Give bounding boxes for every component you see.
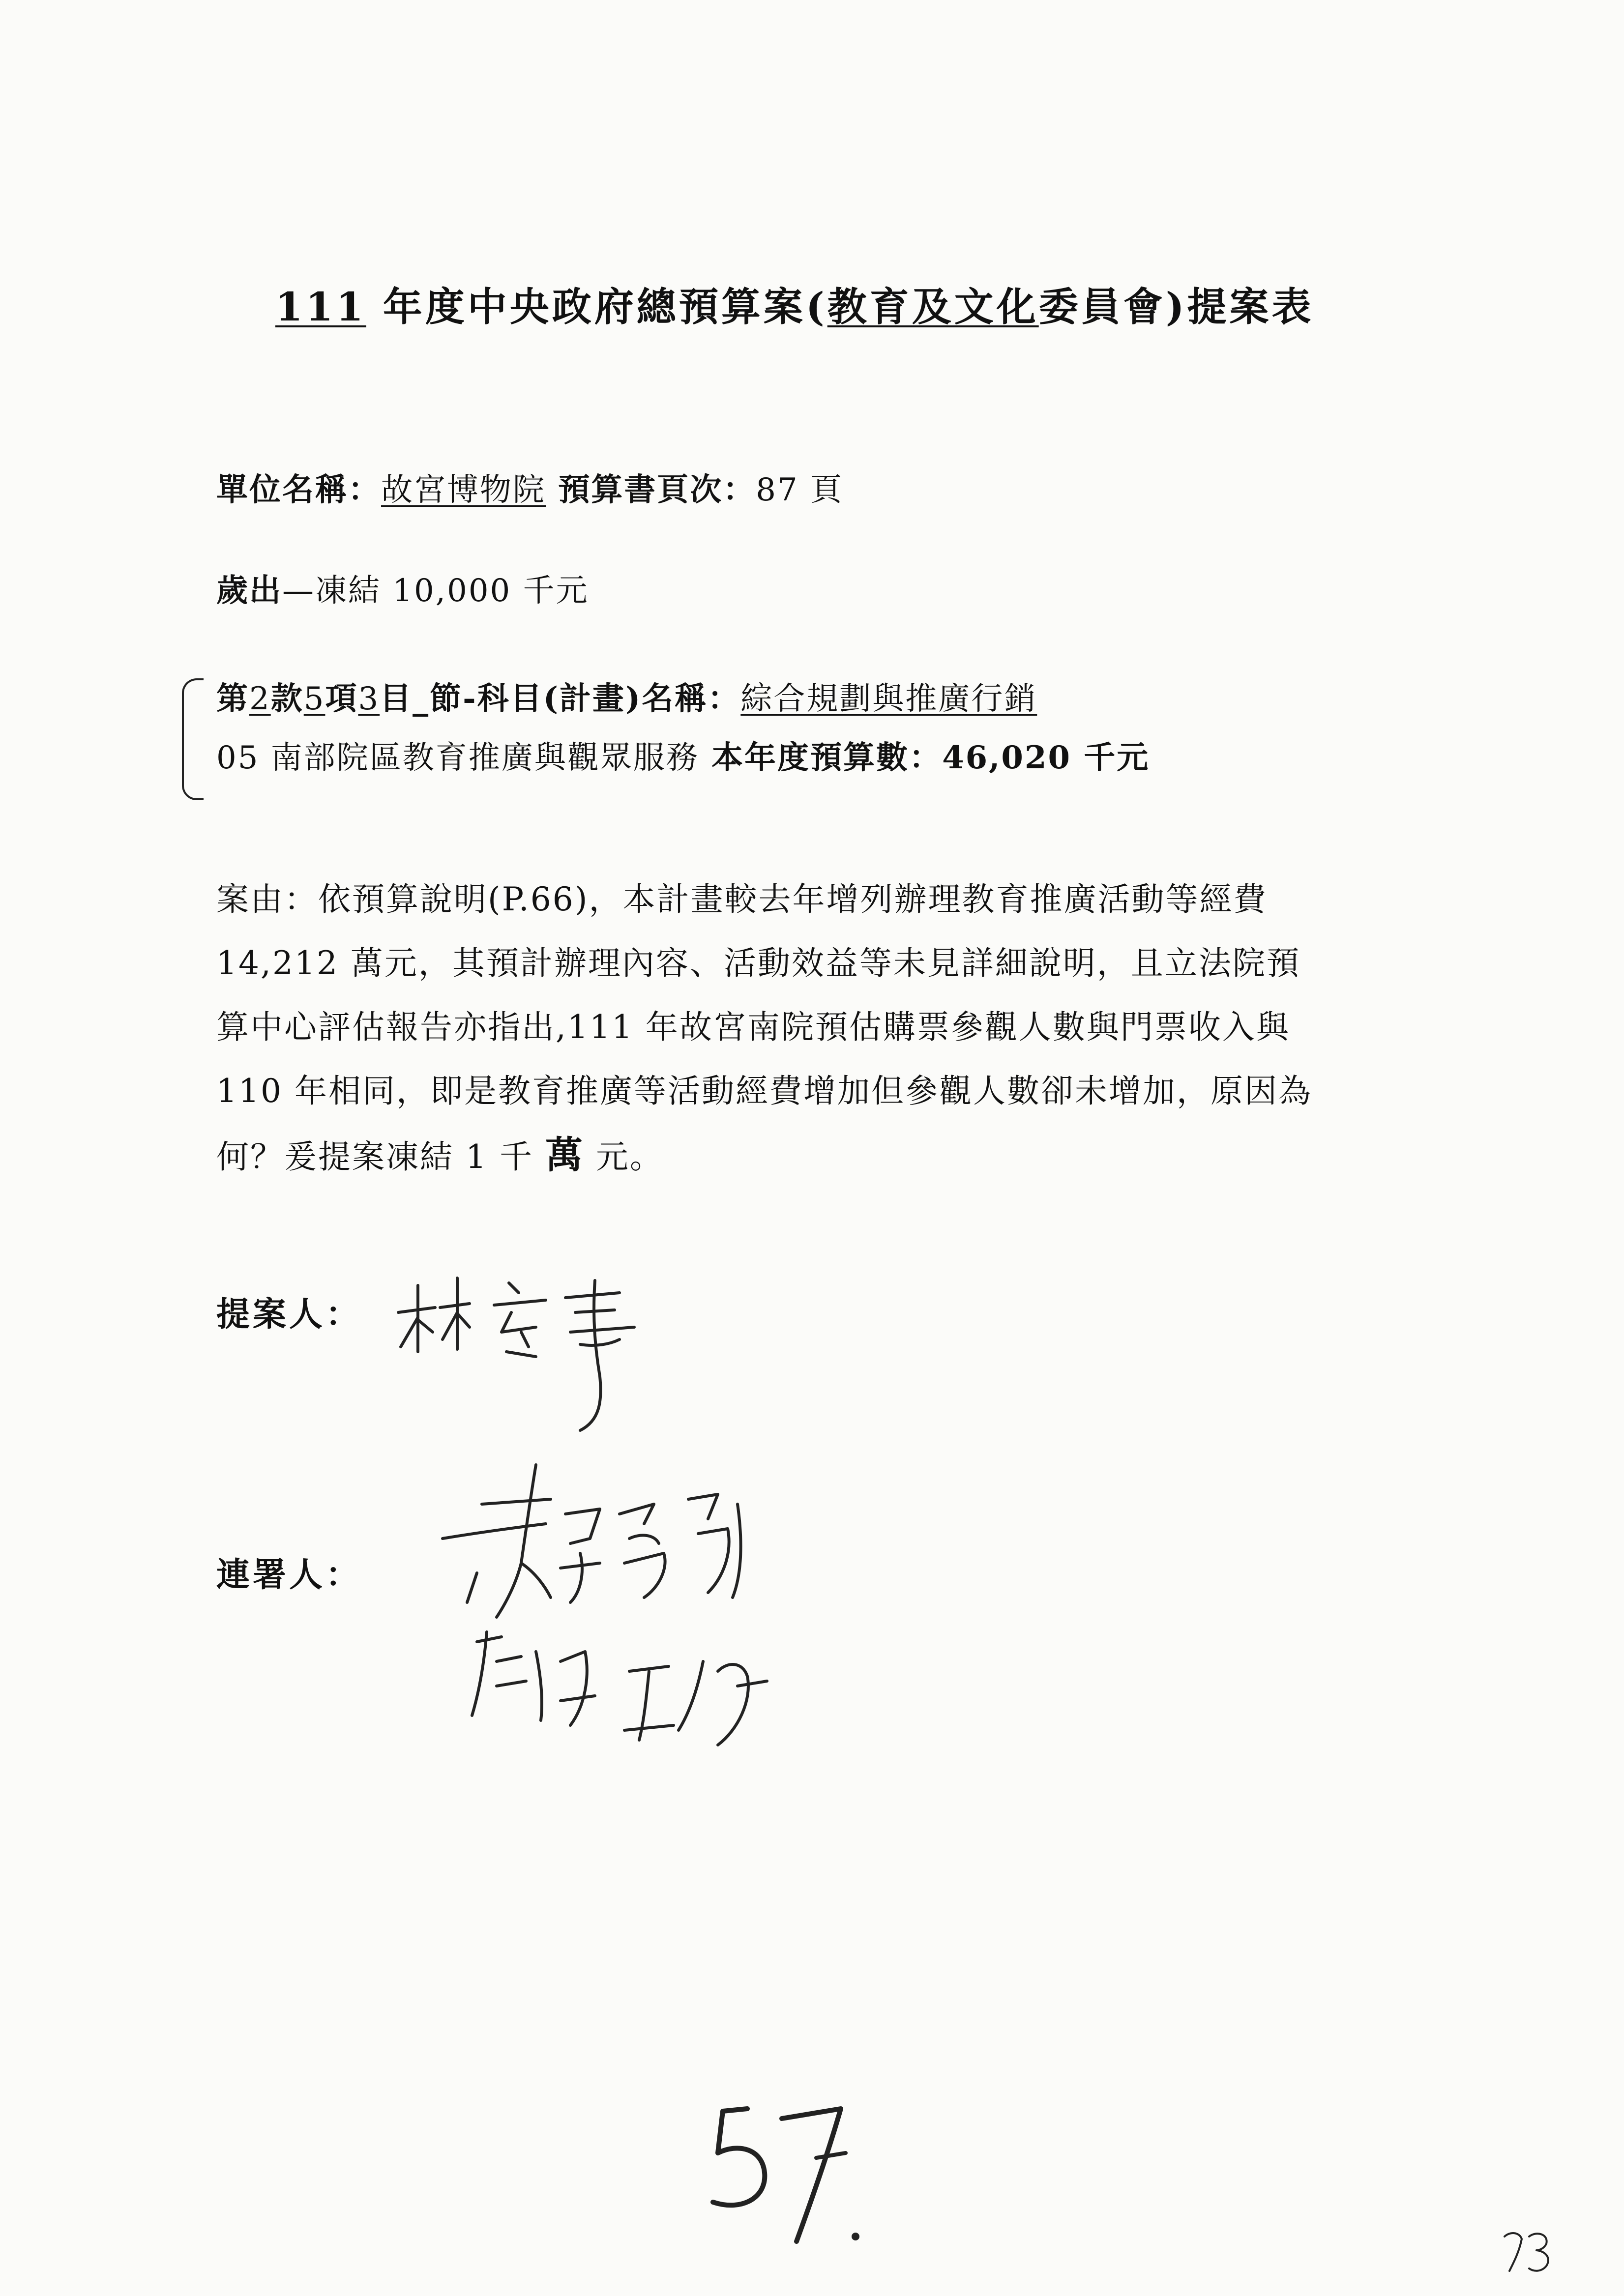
reason-wan: 萬	[545, 1133, 584, 1177]
budget-label: 本年度預算數：	[699, 739, 943, 776]
program-subitem: 05 南部院區教育推廣與觀眾服務	[216, 740, 699, 776]
program-kuan: 款	[270, 680, 304, 717]
program-mu-number: 3	[358, 681, 380, 717]
unit-label: 單位名稱：	[216, 471, 381, 508]
program-di: 第	[216, 680, 249, 717]
program-xiang: 項	[325, 680, 358, 717]
reason-paragraph	[216, 868, 1416, 1189]
cosigner-signatures	[423, 1455, 797, 1774]
reason-line-1: 案由：依預算說明(P.66)，本計畫較去年增列辦理教育推廣活動等經費	[216, 880, 1268, 918]
unit-line	[216, 465, 843, 510]
program-name-label: _節-科目(計畫)名稱：	[413, 680, 741, 717]
cosigner-label: 連署人：	[216, 1555, 362, 1595]
corner-page-number	[1500, 2227, 1564, 2276]
handwritten-page-number	[698, 2089, 885, 2256]
program-line-1	[216, 673, 1037, 719]
reason-line-2: 14,212 萬元，其預計辦理內容、活動效益等未見詳細說明，且立法院預	[216, 944, 1300, 982]
title-middle: 年度中央政府總預算案(	[366, 284, 827, 330]
title-end: 委員會)提案表	[1038, 284, 1314, 330]
page-label: 預算書頁次：	[546, 471, 756, 508]
page-value: 87 頁	[756, 472, 844, 508]
reason-line-4: 110 年相同，即是教育推廣等活動經費增加但參觀人數卻未增加，原因為	[216, 1072, 1312, 1110]
unit-value: 故宮博物院	[381, 472, 546, 508]
title-committee: 教育及文化	[827, 284, 1039, 330]
reason-line-5a: 何？爰提案凍結 1 千	[216, 1138, 545, 1176]
expense-label: 歲出	[216, 572, 282, 609]
proposer-label: 提案人：	[216, 1295, 362, 1334]
expense-text: —凍結 10,000 千元	[282, 573, 589, 609]
program-brace	[182, 678, 204, 800]
proposer-signature	[388, 1258, 664, 1455]
reason-line-5	[216, 1123, 1416, 1189]
page-title	[275, 275, 1314, 332]
program-name: 綜合規劃與推廣行銷	[740, 681, 1037, 717]
budget-value: 46,020 千元	[942, 739, 1150, 776]
program-mu: 目	[380, 680, 413, 717]
expense-line	[216, 565, 589, 610]
reason-line-3: 算中心評估報告亦指出,111 年故宮南院預估購票參觀人數與門票收入與	[216, 1008, 1290, 1046]
reason-line-5b: 元。	[584, 1138, 664, 1176]
program-line-2	[216, 732, 1150, 778]
program-kuan-number: 2	[249, 681, 271, 717]
program-xiang-number: 5	[303, 681, 325, 717]
title-year: 111	[275, 284, 366, 330]
